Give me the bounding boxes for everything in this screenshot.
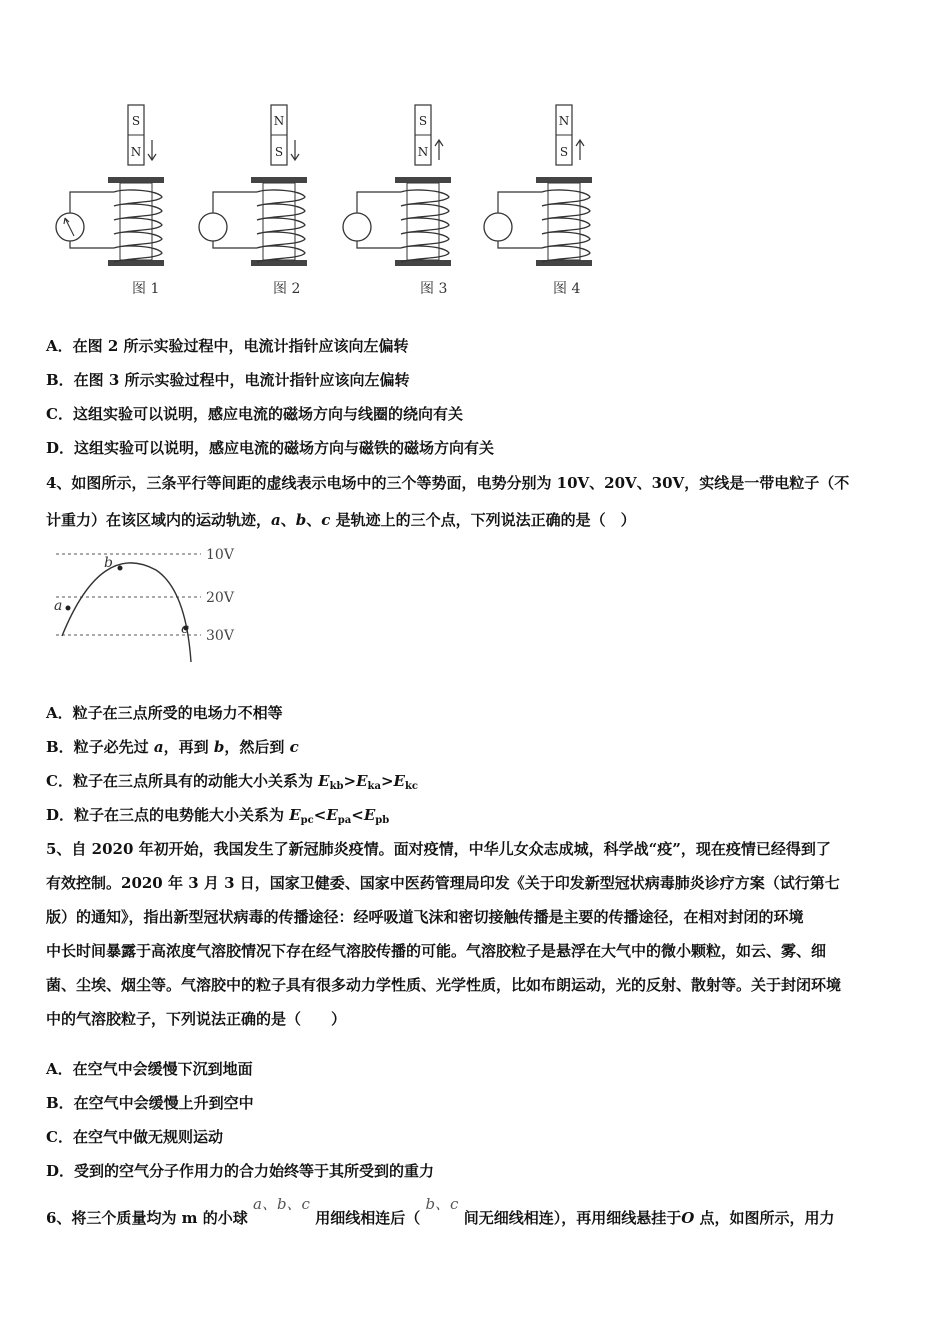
figure-label-1: 图 1 [132,281,160,297]
experiment-panel-4 [484,105,592,266]
induction-experiment-figure [40,100,620,310]
magnet-pole-bottom: N [417,145,429,159]
q5-option-c: C．在空气中做无规则运动 [46,1128,223,1146]
equipotential-figure [46,540,256,670]
circuit-wire-bottom [213,241,257,248]
circuit-wire-top [70,192,114,213]
q6-pair-label: b、c [425,1195,459,1213]
galvanometer-icon [199,213,227,241]
q5-stem-line: 有效控制。2020 年 3 月 3 日，国家卫健委、国家中医药管理局印发《关于印发新型冠状病毒肺炎诊疗方案（试行第七 [46,874,840,892]
magnet-pole-top: S [418,114,428,128]
q4-stem-line2 [46,510,636,530]
motion-arrow-down-icon [291,140,299,160]
q5-option-d: D．受到的空气分子作用力的合力始终等于其所受到的重力 [46,1162,435,1180]
energy-symbol: E [318,772,330,790]
q5-option-b: B．在空气中会缓慢上升到空中 [46,1094,254,1112]
point-a-label: a [271,511,281,529]
particle-trajectory [62,563,191,662]
circuit-wire-bottom [357,241,401,248]
q4-stem-line1: 4、如图所示，三条平行等间距的虚线表示电场中的三个等势面，电势分别为 10V、20V、30V，实线是一带电粒子（不 [46,474,850,492]
motion-arrow-down-icon [148,140,156,160]
q5-stem-line: 菌、尘埃、烟尘等。气溶胶中的粒子具有很多动力学性质、光学性质，比如布朗运动，光的反射、散射等。关于封闭环境 [46,976,842,994]
circuit-wire-top [357,192,401,213]
energy-symbol: E [326,806,338,824]
q4-option-c [46,771,418,797]
point-b-label: b [295,511,307,529]
q5-stem-line: 5、自 2020 年初开始，我国发生了新冠肺炎疫情。面对疫情，中华儿女众志成城，科学战“疫”，现在疫情已经得到了 [46,840,831,858]
circuit-wire-top [213,192,257,213]
q6-text: 6、将三个质量均为 m 的小球 [46,1209,248,1227]
point-a-dot [66,606,71,611]
magnet-pole-bottom: N [130,145,142,159]
coil-core [120,183,152,260]
q5-stem [46,832,908,1036]
q5-stem-line: 版）的通知》，指出新型冠状病毒的传播途径：经呼吸道飞沫和密切接触传播是主要的传播途径，在相对封闭的环境 [46,908,804,926]
subscript: kb [329,781,344,792]
q3-option-a: A．在图 2 所示实验过程中，电流计指针应该向左偏转 [46,337,409,355]
potential-label-30v: 30V [206,628,234,644]
q4-option-b-text: B．粒子必先过 [46,738,154,756]
magnet-pole-top: S [131,114,141,128]
point-b-dot [118,566,123,571]
var-a: a [153,738,164,756]
figure-label-3: 图 3 [420,281,448,297]
q4-option-d [46,805,389,831]
var-b: b [213,738,225,756]
figure-label-4: 图 4 [553,281,581,297]
energy-symbol: E [363,806,376,824]
experiment-panel-1 [56,105,164,266]
q6-text: 点，如图所示，用力 [694,1209,835,1227]
q4-option-c-text: C．粒子在三点所具有的动能大小关系为 [46,772,319,790]
q5-stem-line: 中的气溶胶粒子，下列说法正确的是（ ） [46,1010,347,1028]
galvanometer-icon [484,213,512,241]
comparison-sign: > [380,772,394,790]
graph-point-a: a [54,598,63,614]
magnet-pole-top: N [558,114,570,128]
magnet-pole-bottom: S [559,145,569,159]
coil-top-plate [395,177,451,183]
subscript: pa [337,815,352,826]
subscript: pc [300,815,314,826]
q6-stem-line1 [46,1195,835,1228]
experiment-panel-3 [343,105,451,266]
q4-option-a: A．粒子在三点所受的电场力不相等 [46,704,283,722]
coil-top-plate [251,177,307,183]
q5-option-a: A．在空气中会缓慢下沉到地面 [46,1060,253,1078]
coil-top-plate [108,177,164,183]
potential-label-10v: 10V [206,547,234,563]
q4-option-b-text: ，然后到 [224,738,290,756]
separator: 、 [280,511,296,529]
graph-point-b: b [104,555,113,571]
circuit-wire-top [498,192,542,213]
separator: 、 [306,511,322,529]
coil-top-plate [536,177,592,183]
magnet-pole-bottom: S [274,145,284,159]
energy-symbol: E [356,772,368,790]
circuit-wire-bottom [498,241,542,248]
coil-core [548,183,580,260]
comparison-sign: < [313,806,327,824]
comparison-sign: > [343,772,357,790]
figure-label-2: 图 2 [273,281,301,297]
q4-option-d-text: D．粒子在三点的电势能大小关系为 [46,806,290,824]
coil-core [263,183,295,260]
q5-stem-line: 中长时间暴露于高浓度气溶胶情况下存在经气溶胶传播的可能。气溶胶粒子是悬浮在大气中的微小颗粒，如云、雾、细 [46,942,827,960]
coil-core [407,183,439,260]
point-o: O [681,1209,695,1227]
motion-arrow-up-icon [576,140,584,160]
q4-option-b-text: ，再到 [163,738,214,756]
q6-balls-label: a、b、c [253,1195,310,1213]
energy-symbol: E [393,772,405,790]
graph-point-c: c [181,621,189,637]
q4-stem-text-end: 是轨迹上的三个点，下列说法正确的是（ ） [330,511,636,529]
magnet-pole-top: N [273,114,285,128]
subscript: pb [375,815,390,826]
var-c: c [289,738,299,756]
galvanometer-icon [343,213,371,241]
q3-option-d: D．这组实验可以说明，感应电流的磁场方向与磁铁的磁场方向有关 [46,439,495,457]
energy-symbol: E [289,806,301,824]
motion-arrow-up-icon [435,140,443,160]
q3-option-b: B．在图 3 所示实验过程中，电流计指针应该向左偏转 [46,371,410,389]
q3-option-c: C．这组实验可以说明，感应电流的磁场方向与线圈的绕向有关 [46,405,463,423]
q6-text: 间无细线相连），再用细线悬挂于 [463,1209,682,1227]
circuit-wire-bottom [70,241,114,248]
q4-stem-text: 计重力）在该区域内的运动轨迹， [46,511,272,529]
subscript: kc [404,781,419,792]
subscript: ka [367,781,381,792]
comparison-sign: < [351,806,364,824]
point-c-label: c [321,511,331,529]
q6-text: 用细线相连后（ [315,1209,421,1227]
potential-label-20v: 20V [206,590,234,606]
experiment-panel-2 [199,105,307,266]
q4-option-b [46,737,299,757]
